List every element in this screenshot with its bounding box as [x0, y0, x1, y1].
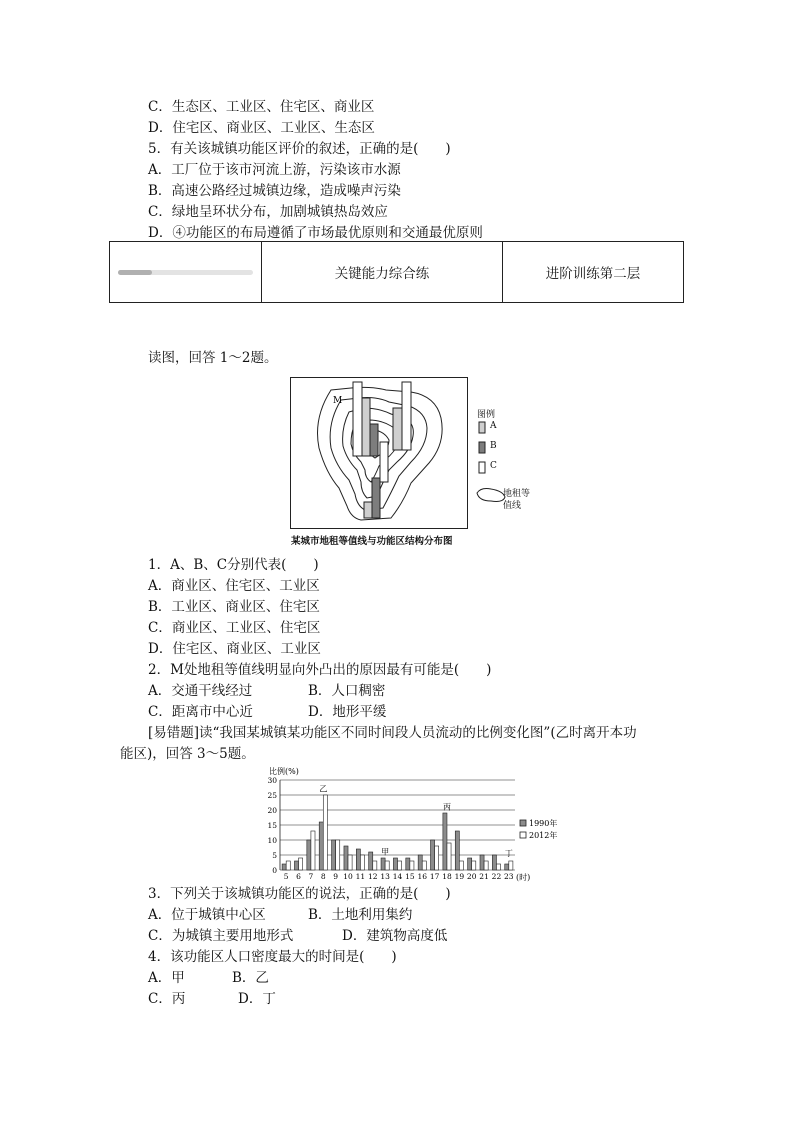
chart-x-tick-label: 12: [367, 872, 378, 881]
chart-bar-2012年-12: [373, 861, 377, 870]
chart-legend-label-2012: 2012年: [529, 831, 558, 840]
legend-swatch-c: [479, 462, 485, 473]
chart-bar-2012年-17: [435, 846, 439, 870]
chart-bar-2012年-23: [509, 861, 513, 870]
q2-options-row-2: [148, 703, 386, 721]
chart-annotation-ding: 丁: [504, 849, 513, 858]
progress-bar-fill: [118, 270, 152, 275]
rent-contour-map: [290, 377, 468, 529]
q3-options-row-1: [148, 906, 412, 924]
chart-bar-2012年-8: [323, 795, 327, 870]
chart-bar-2012年-6: [299, 858, 303, 870]
q5-option-d: D．④功能区的布局遵循了市场最优原则和交通最优原则: [148, 225, 483, 241]
q1-stem: 1．A、B、C分别代表( ): [148, 557, 319, 573]
q4b-option-b: B．乙: [232, 970, 269, 986]
q3-option-b: B．土地利用集约: [308, 907, 413, 923]
banner-title: 关键能力综合练: [262, 242, 503, 302]
chart-annotation-jia: 甲: [381, 847, 390, 857]
q2-options-row-1: [148, 682, 385, 700]
chart-bar-1990年-14: [393, 858, 397, 870]
map-caption: 某城市地租等值线与功能区结构分布图: [291, 536, 453, 547]
q5-option-a: A．工厂位于该市河流上游，污染该市水源: [148, 162, 401, 178]
chart-bar-1990年-17: [431, 840, 435, 870]
legend-swatch-a: [479, 422, 485, 433]
q4-options-row-1: [148, 969, 269, 987]
chart-x-tick-label: 15: [405, 872, 415, 881]
chart-legend-swatch-2012: [520, 832, 526, 838]
chart-x-tick-label: 10: [343, 872, 353, 881]
map-bar-c-left: [353, 382, 362, 456]
chart-x-tick-label: 23: [504, 872, 514, 881]
q4-option-d: D．住宅区、商业区、工业区、生态区: [148, 120, 375, 136]
chart-bar-2012年-9: [336, 840, 340, 870]
chart-bar-1990年-10: [344, 846, 348, 870]
map-legend-title: 图例: [477, 410, 496, 420]
chart-annotation-bing: 丙: [442, 802, 451, 812]
q1-option-a: A．商业区、住宅区、工业区: [148, 578, 320, 594]
chart-x-tick-label: 17: [429, 872, 440, 881]
part2-intro-line1: [易错题]读“我国某城镇某功能区不同时间段人员流动的比例变化图”(乙时离开本功: [148, 725, 637, 741]
chart-bar-2012年-22: [496, 864, 500, 870]
map-bar-b-mid: [370, 424, 378, 456]
chart-bar-1990年-11: [356, 849, 360, 870]
q3-stem: 3．下列关于该城镇功能区的说法，正确的是( ): [148, 886, 451, 902]
chart-bar-1990年-19: [455, 831, 459, 870]
chart-x-label: (时): [516, 873, 531, 882]
chart-bar-1990年-20: [468, 858, 472, 870]
chart-bar-2012年-14: [398, 861, 402, 870]
chart-bar-2012年-13: [385, 861, 389, 870]
chart-bar-1990年-5: [282, 864, 286, 870]
q5-option-b: B．高速公路经过城镇边缘，造成噪声污染: [148, 183, 401, 199]
q2-option-b: B．人口稠密: [308, 683, 386, 699]
chart-bar-1990年-18: [443, 813, 447, 870]
chart-bar-1990年-15: [406, 858, 410, 870]
chart-x-tick-label: 18: [442, 872, 452, 881]
chart-y-tick-label: 10: [267, 836, 277, 845]
chart-x-tick-label: 5: [283, 872, 289, 881]
q4b-option-a: A．甲: [148, 970, 185, 986]
chart-x-tick-label: 21: [479, 872, 489, 881]
q4-options-row-2: [148, 990, 276, 1008]
chart-x-tick-label: 8: [320, 872, 326, 881]
chart-x-tick-label: 16: [417, 872, 428, 881]
chart-y-tick-label: 0: [272, 866, 277, 875]
q2-option-d: D．地形平缓: [308, 704, 387, 720]
chart-bar-1990年-22: [492, 855, 496, 870]
chart-bar-1990年-23: [505, 864, 509, 870]
q2-option-c: C．距离市中心近: [148, 704, 253, 720]
q3-option-c: C．为城镇主要用地形式: [148, 928, 294, 944]
q3-option-d: D．建筑物高度低: [342, 928, 448, 944]
section-banner: [109, 241, 684, 303]
q4-stem: 4．该功能区人口密度最大的时间是( ): [148, 949, 397, 965]
chart-y-label: 比例(%): [269, 767, 299, 776]
part1-intro: 读图，回答 1～2题。: [148, 350, 278, 366]
banner-level: 进阶训练第二层: [545, 266, 641, 282]
chart-y-tick-label: 25: [267, 791, 277, 800]
chart-x-tick-label: 19: [454, 872, 465, 881]
chart-bar-1990年-21: [480, 855, 484, 870]
banner-progress-cell: [110, 242, 262, 302]
map-bar-a-left: [362, 398, 370, 456]
q4b-option-c: C．丙: [148, 991, 186, 1007]
q2-stem: 2．M处地租等值线明显向外凸出的原因最有可能是( ): [148, 662, 492, 678]
chart-x-tick-label: 7: [308, 872, 314, 881]
chart-bar-2012年-11: [360, 855, 364, 870]
chart-bar-1990年-6: [294, 861, 298, 870]
chart-annotation-yi: 乙: [319, 784, 328, 794]
chart-x-tick-label: 6: [296, 872, 301, 881]
q3-option-a: A．位于城镇中心区: [148, 907, 266, 923]
q1-option-b: B．工业区、商业区、住宅区: [148, 599, 320, 615]
q4b-option-d: D．丁: [238, 991, 276, 1007]
chart-bar-2012年-20: [472, 861, 476, 870]
q2-option-a: A．交通干线经过: [148, 683, 253, 699]
chart-bar-2012年-16: [422, 861, 426, 870]
chart-y-tick-label: 30: [267, 776, 277, 785]
chart-y-ticks: [267, 776, 515, 875]
map-bar-b-low: [372, 478, 380, 518]
chart-x-tick-label: 20: [466, 872, 477, 881]
chart-x-tick-label: 14: [392, 872, 403, 881]
contour-legend-label: 地租等值线: [503, 489, 531, 511]
chart-y-tick-label: 20: [267, 806, 277, 815]
q4-option-c: C．生态区、工业区、住宅区、商业区: [148, 99, 375, 115]
chart-x-tick-label: 13: [380, 872, 390, 881]
chart-y-tick-label: 5: [272, 851, 277, 860]
legend-label-c: C: [490, 461, 497, 471]
chart-bar-1990年-7: [307, 840, 311, 870]
legend-swatch-b: [479, 442, 485, 453]
q1-option-d: D．住宅区、商业区、工业区: [148, 641, 321, 657]
chart-bars: [282, 795, 513, 870]
chart-legend-label-1990: 1990年: [529, 819, 558, 828]
map-bar-a-right: [393, 408, 402, 450]
chart-bar-2012年-18: [447, 843, 451, 870]
chart-bar-2012年-15: [410, 861, 414, 870]
chart-bar-1990年-13: [381, 858, 385, 870]
legend-label-a: A: [490, 421, 497, 431]
legend-label-b: B: [490, 441, 497, 451]
chart-bar-1990年-8: [319, 822, 323, 870]
q5-option-c: C．绿地呈环状分布，加剧城镇热岛效应: [148, 204, 388, 220]
chart-y-tick-label: 15: [267, 821, 277, 830]
chart-bar-2012年-5: [286, 861, 290, 870]
chart-x-tick-label: 22: [491, 872, 502, 881]
chart-x-tick-label: 11: [355, 872, 366, 881]
rent-contour-map-svg: [291, 378, 467, 528]
map-bar-c-center: [380, 442, 388, 482]
chart-bar-2012年-21: [484, 861, 488, 870]
chart-bar-2012年-7: [311, 831, 315, 870]
part2-intro-line2: 能区)，回答 3～5题。: [120, 746, 255, 762]
chart-bar-1990年-12: [369, 852, 373, 870]
q5-stem: 5．有关该城镇功能区评价的叙述，正确的是( ): [148, 141, 451, 157]
map-label-m: M: [333, 396, 343, 406]
chart-bar-2012年-10: [348, 855, 352, 870]
q3-options-row-2: [148, 927, 447, 945]
chart-bar-1990年-9: [332, 840, 336, 870]
chart-x-tick-label: 9: [333, 872, 339, 881]
people-flow-bar-chart: [250, 764, 558, 884]
map-bar-a-low: [364, 502, 372, 518]
chart-legend-swatch-1990: [520, 820, 526, 826]
chart-bar-1990年-16: [418, 855, 422, 870]
q1-option-c: C．商业区、工业区、住宅区: [148, 620, 321, 636]
chart-x-ticks: [284, 872, 514, 881]
chart-bar-2012年-19: [459, 861, 463, 870]
progress-bar: [118, 270, 253, 275]
map-bar-c-right: [402, 382, 411, 450]
